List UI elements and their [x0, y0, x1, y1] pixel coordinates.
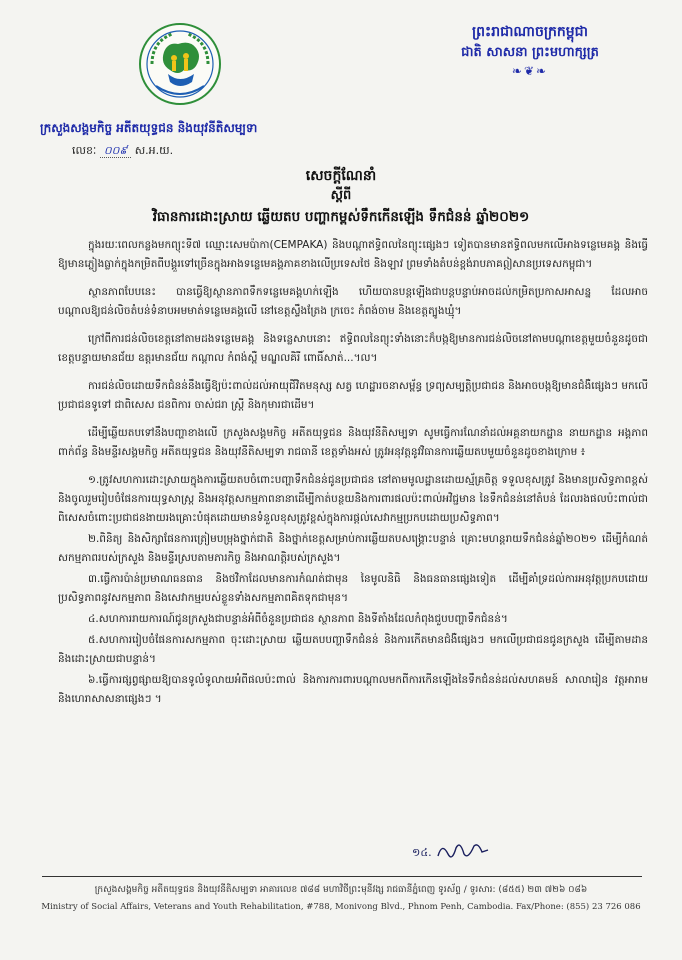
ornament-divider: ❧❦❧ — [511, 64, 549, 78]
body-paragraph: ក្នុងរយៈពេលកន្លងមកព្យុះទី៧ ឈ្មោះសេមប៉ាកា(CEMPAKA) និងបណ្តាឥទ្ធិពលនៃព្យុះផ្សេងៗ ទៀតបានមានឥទ្ធិពលមកលើអាងទន្លេមេគង្គ និងធ្វើឱ្យមានភ្លៀងធ្លាក់ក្នុងកម្រិតពីបង្គួរទៅច្រើនក្នុងអាងទន្លេមេគង្គភាគខាងលើប្រទេសថៃ និងឡាវ ព្រមទាំងតំបន់ខ្ពង់រាបភាគឦសានប្រទេសកម្ពុជា។ — [58, 239, 648, 270]
national-motto: ជាតិ សាសនា ព្រះមហាក្សត្រ — [461, 45, 599, 60]
body-paragraph: ស្ថានភាពបែបនេះ បានធ្វើឱ្យស្ថានភាពទឹកទន្លេមេគង្គហក់ឡើង ហើយបានបន្តឡើងជាបន្តបន្ទាប់អាចដល់កម្រិតប្រកាសអាសន្ន ដែលអាចបណ្តាលឱ្យជន់លិចតំបន់ទំនាបអមមាត់ទន្លេមេគង្គលើ នៅខេត្តស្ទឹងត្រែង ក្រចេះ កំពង់ចាម និងខេត្តត្បូងឃ្មុំ។ — [58, 286, 648, 317]
reference-number: ០០៩ — [100, 144, 131, 158]
footer-address-khmer: ក្រសួងសង្គមកិច្ច អតីតយុទ្ធជន និងយុវនីតិសម្បទា អាគារលេខ ៧៨៨ មហាវិថីព្រះមុនីវង្ស រាជធានីភ្នំពេញ ទូរស័ព្ទ / ទូរសារ: (៨៥៥) ២៣ ៧២៦ ០៨៦ — [94, 885, 588, 895]
footer-address-english: Ministry of Social Affairs, Veterans and Youth Rehabilitation, #788, Monivong Blvd., Phnom Penh, Cambodia. Fax/Phone: (855) 23 726 086 — [41, 902, 641, 912]
instruction-item: ៤.សហការរាយការណ៍ជូនក្រសួងជាបន្ទាន់អំពីចំនួនប្រជាជន ស្ថានភាព និងទីតាំងដែលកំពុងជួបបញ្ហាទឹកជំនន់។ — [88, 613, 508, 625]
document-subtitle: ស្តីពី — [330, 188, 352, 203]
kingdom-name: ព្រះរាជាណាចក្រកម្ពុជា — [471, 24, 588, 40]
body-paragraph: ក្រៅពីការជន់លិចខេត្តនៅតាមដងទន្លេមេគង្គ និងទន្លេសាបនោះ ឥទ្ធិពលនៃព្យុះទាំងនោះក៏បង្កឱ្យមានការជន់លិចនៅតាមបណ្តាខេត្តមួយចំនួនដូចជាខេត្តបន្ទាយមានជ័យ ឧត្តរមានជ័យ កណ្តាល កំពង់ស្ពឺ មណ្ឌលគិរី ពោធិ៍សាត់...។ល។ — [58, 333, 648, 364]
document-title: សេចក្តីណែនាំ — [305, 168, 377, 184]
footer-divider — [42, 876, 642, 877]
svg-text:១៤.: ១៤. — [412, 846, 432, 859]
kingdom-header — [430, 22, 630, 78]
body-paragraph: ការជន់លិចដោយទឹកជំនន់នឹងធ្វើឱ្យប៉ះពាល់ដល់អាយុជីវិតមនុស្ស សត្វ ហេដ្ឋារចនាសម្ព័ន្ធ ទ្រព្យសម្បត្តិប្រជាជន និងអាចបង្កឱ្យមានជំងឺផ្សេងៗ មកលើប្រជាជនទូទៅ ជាពិសេស ជនពិការ ចាស់ជរា ស្ត្រី និងកុមារជាដើម។ — [58, 380, 648, 411]
document-subject: វិធានការដោះស្រាយ ឆ្លើយតប បញ្ហាកម្ពស់ទឹកកើនឡើង ទឹកជំនន់ ឆ្នាំ២០២១ — [152, 209, 530, 225]
document-body — [58, 236, 648, 711]
body-paragraph: ដើម្បីឆ្លើយតបទៅនឹងបញ្ហាខាងលើ ក្រសួងសង្គមកិច្ច អតីតយុទ្ធជន និងយុវនីតិសម្បទា សូមធ្វើការណែនាំដល់អគ្គនាយកដ្ឋាន នាយកដ្ឋាន អង្គភាពពាក់ព័ន្ធ និងមន្ទីរសង្គមកិច្ច អតីតយុទ្ធជន និងយុវនីតិសម្បទា រាជធានី ខេត្តទាំងអស់ ត្រូវអនុវត្តនូវវិធានការឆ្លើយតបមួយចំនួនដូចខាងក្រោម ៖ — [58, 427, 648, 458]
instruction-item: ១.ត្រូវសហការដោះស្រាយក្នុងការឆ្លើយតបចំពោះបញ្ហាទឹកជំនន់ជូនប្រជាជន នៅតាមមូលដ្ឋានដោយស្ម័គ្រចិត្ត ទទួលខុសត្រូវ និងមានប្រសិទ្ធភាពខ្ពស់ និងចូលរួមរៀបចំផែនការយុទ្ធសាស្ត្រ និងអនុវត្តសកម្មភាពនានាដើម្បីកាត់បន្ថយនិងការពារផលប៉ះពាល់អវិជ្ជមាន នៃទឹកជំនន់នៅតំបន់ ដែលរងផលប៉ះពាល់ជាពិសេសចំពោះប្រជាជនងាយរងគ្រោះបំផុតដោយមានទំនួលខុសត្រូវខ្ពស់ក្នុងការផ្តល់សេវាកម្មប្រកបដោយប្រសិទ្ធភាព។ — [58, 474, 648, 524]
reference-line — [72, 144, 173, 160]
instruction-item: ២.ពិនិត្យ និងសិក្សាផែនការត្រៀមបម្រុងថ្នាក់ជាតិ និងថ្នាក់ខេត្តសម្រាប់ការឆ្លើយតបសង្គ្រោះបន្ទាន់ គ្រោះមហន្តរាយទឹកជំនន់ឆ្នាំ២០២១ ដើម្បីកំណត់សកម្មភាពរបស់ក្រសួង និងមន្ទីរស្របតាមភារកិច្ច និងអាណត្តិរបស់ក្រសួង។ — [58, 533, 648, 564]
ministry-logo — [138, 22, 222, 106]
instruction-item: ៦.ធ្វើការផ្សព្វផ្សាយឱ្យបានទូលំទូលាយអំពីផលប៉ះពាល់ និងការការពារបណ្តាលមកពីការកើនឡើងនៃទឹកជំនន់ដល់សហគមន៍ សាលារៀន វត្តអារាម និងហេរាសាសនាផ្សេងៗ ។ — [58, 674, 648, 705]
ministry-name: ក្រសួងសង្គមកិច្ច អតីតយុទ្ធជន និងយុវនីតិសម្បទា — [40, 121, 258, 135]
reference-suffix: ស.អ.យ. — [134, 144, 174, 157]
instruction-item: ៣.ធ្វើការប៉ាន់ប្រមាណធនធាន និងថវិកាដែលមានការកំណត់ជាមុន នៃមូលនិធិ និងធនធានផ្សេងទៀត ដើម្បីគាំទ្រដល់ការអនុវត្តប្រកបដោយប្រសិទ្ធភាពនូវសកម្មភាព និងសេវាកម្មរបស់ខ្លួនទាំងសកម្មភាពគិតទុកជាមុន។ — [58, 573, 648, 604]
signature-mark — [412, 838, 492, 864]
instruction-item: ៥.សហការរៀបចំផែនការសកម្មភាព ចុះដោះស្រាយ ឆ្លើយតបបញ្ហាទឹកជំនន់ និងការកើតមានជំងឺផ្សេងៗ មកលើប្រជាជនជូនក្រសួង ដើម្បីតាមដាន និងដោះស្រាយជាបន្ទាន់។ — [58, 634, 648, 665]
reference-label: លេខៈ — [72, 144, 97, 157]
